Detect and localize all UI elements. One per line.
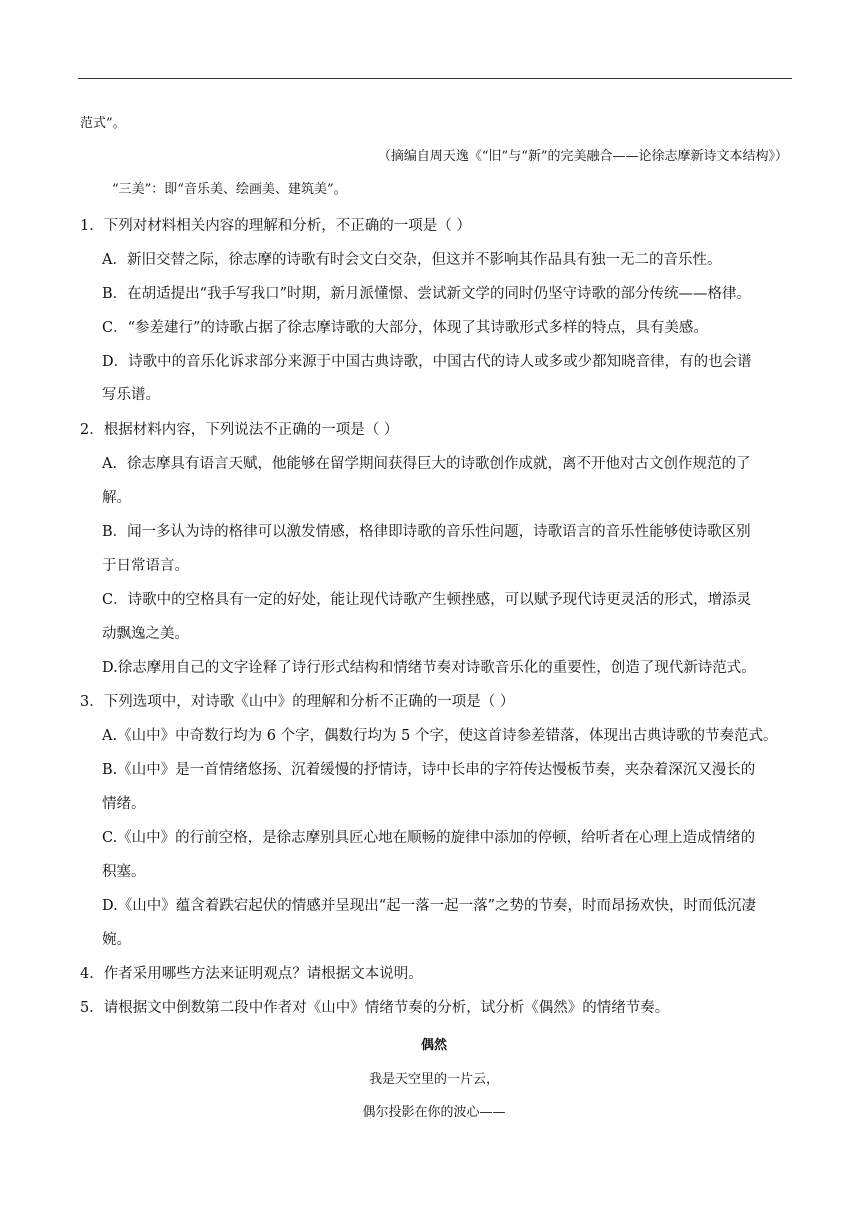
option-line: 写乐谱。 (102, 387, 160, 403)
option-line: 于日常语言。 (102, 558, 189, 574)
option-line: C.《山中》的行前空格，是徐志摩别具匠心地在顺畅的旋律中添加的停顿，给听者在心理上造成情绪的 (102, 830, 756, 846)
option-line: 积塞。 (102, 864, 146, 880)
option-line: C．诗歌中的空格具有一定的好处，能让现代诗歌产生顿挫感，可以赋予现代诗更灵活的形式，增添灵 (102, 592, 752, 608)
question-stem: 5．请根据文中倒数第二段中作者对《山中》情绪节奏的分析，试分析《偶然》的情绪节奏。 (80, 1000, 670, 1016)
passage-tail: 范式”。 (80, 116, 126, 131)
option-line: B.《山中》是一首情绪悠扬、沉着缓慢的抒情诗，诗中长串的字符传达慢板节奏，夹杂着深沉又漫长的 (102, 762, 756, 778)
poem-line: 我是天空里的一片云， (368, 1072, 499, 1087)
question-stem: 3．下列选项中，对诗歌《山中》的理解和分析不正确的一项是（ ） (80, 694, 515, 710)
option-line: 情绪。 (102, 796, 146, 812)
question-stem: 2．根据材料内容，下列说法不正确的一项是（ ） (80, 422, 399, 438)
option-line: A．新旧交替之际，徐志摩的诗歌有时会文白交杂，但这并不影响其作品具有独一无二的音乐性。 (102, 252, 722, 268)
note: “三美”：即“音乐美、绘画美、建筑美”。 (112, 182, 347, 197)
question-stem: 4．作者采用哪些方法来证明观点？请根据文本说明。 (80, 966, 423, 982)
poem-line: 偶尔投影在你的波心—— (362, 1105, 506, 1120)
option-line: C．“参差建行”的诗歌占据了徐志摩诗歌的大部分，体现了其诗歌形式多样的特点，具有美感。 (102, 320, 708, 336)
option-line: A.《山中》中奇数行均为 6 个字，偶数行均为 5 个字，使这首诗参差错落，体现出古典诗歌的节奏范式。 (102, 728, 778, 744)
citation: （摘编自周天逸《“旧”与“新”的完美融合——论徐志摩新诗文本结构》） (377, 149, 788, 164)
option-line: D.徐志摩用自己的文字诠释了诗行形式结构和情绪节奏对诗歌音乐化的重要性，创造了现代新诗范式。 (102, 660, 756, 676)
question-stem: 1．下列对材料相关内容的理解和分析，不正确的一项是（ ） (80, 218, 471, 234)
option-line: 解。 (102, 490, 131, 506)
header-rule (78, 78, 792, 79)
option-line: 动飘逸之美。 (102, 626, 189, 642)
option-line: B．闻一多认为诗的格律可以激发情感，格律即诗歌的音乐性问题，诗歌语言的音乐性能够使诗歌区别 (102, 524, 751, 540)
option-line: B．在胡适提出“我手写我口”时期，新月派懂憬、尝试新文学的同时仍坚守诗歌的部分传统——格律。 (102, 286, 751, 302)
poem-title: 偶然 (420, 1038, 447, 1053)
option-line: A．徐志摩具有语言天赋，他能够在留学期间获得巨大的诗歌创作成就，离不开他对古文创作规范的了 (102, 456, 751, 472)
option-line: D.《山中》蕴含着跌宕起伏的情感并呈现出“起一落一起一落”之势的节奏，时而昂扬欢快，时而低沉凄 (102, 898, 757, 914)
option-line: D．诗歌中的音乐化诉求部分来源于中国古典诗歌，中国古代的诗人或多或少都知晓音律，有的也会谱 (102, 354, 752, 370)
option-line: 婉。 (102, 932, 131, 948)
